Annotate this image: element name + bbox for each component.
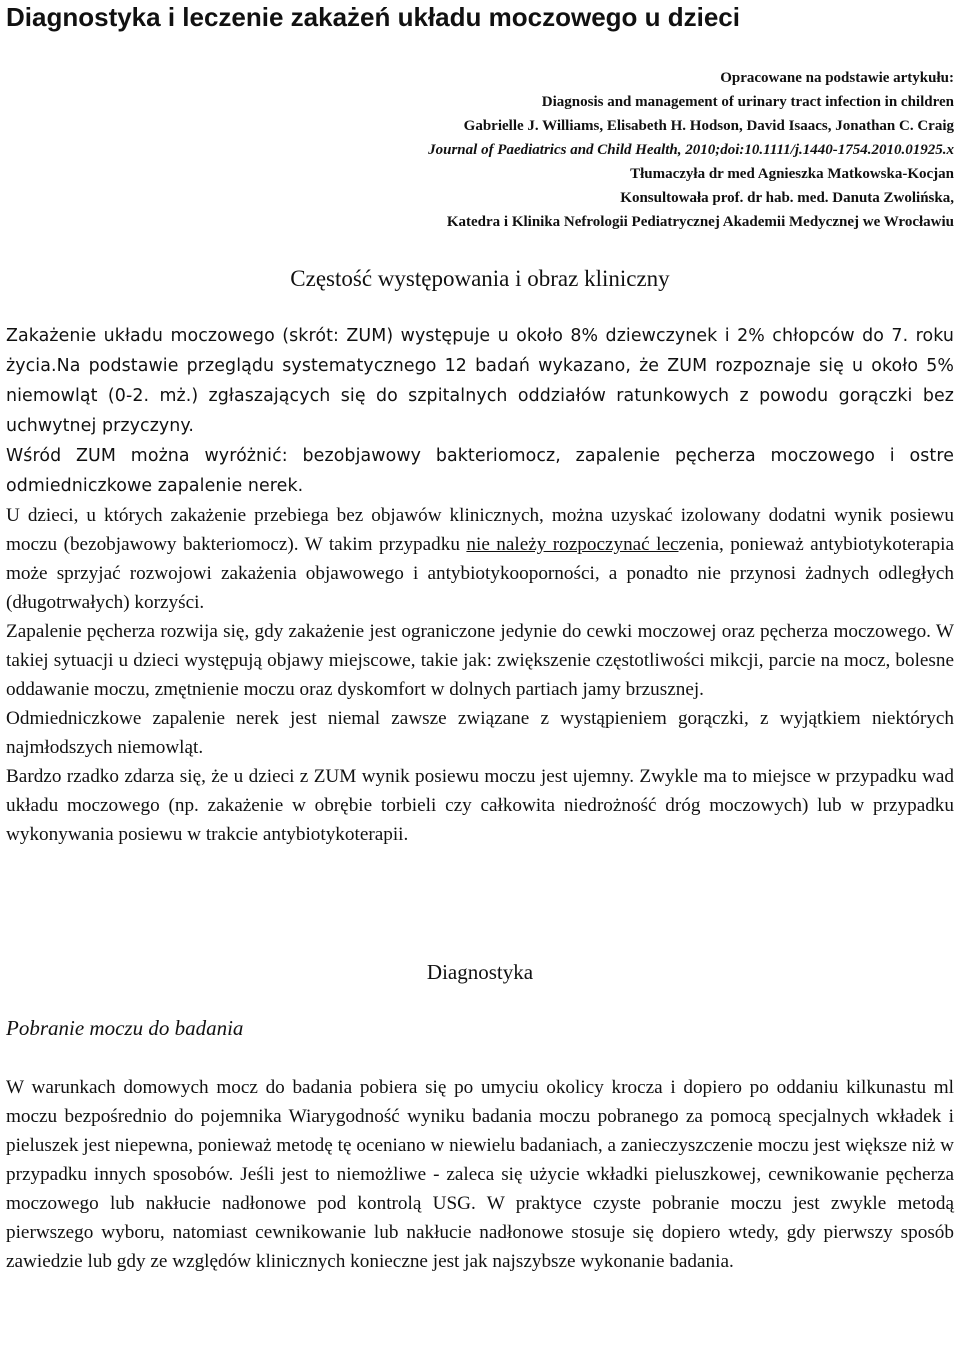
section-heading-diagnostics: Diagnostyka <box>426 960 534 984</box>
subheading-urine-collection: Pobranie moczu do badania <box>6 1016 244 1040</box>
attribution-translator: Tłumaczyła dr med Agnieszka Matkowska-Kocjan <box>630 166 954 182</box>
paragraph-asymptomatic-part1: U dzieci, u których zakażenie przebiega bez objawów klinicznych, można uzyskać izolowany dodatni wynik posiewu moczu (bezobjawowy bakteriomocz). W takim przypadku <box>6 505 954 555</box>
paragraph-negative-culture: Bardzo rzadko zdarza się, że u dzieci z ZUM wynik posiewu moczu jest ujemny. Zwykle ma to miejsce w przypadku wad układu moczowego (np. zakażenie w obrębie torbieli czy całkowita niedrożność dróg moczowych) lub w przypadku wykonywania posiewu w trakcie antybiotykoterapii. <box>6 766 954 845</box>
attribution-affiliation: Katedra i Klinika Nefrologii Pediatrycznej Akademii Medycznej we Wrocławiu <box>446 214 954 230</box>
paragraph-urine-collection: W warunkach domowych mocz do badania pobiera się po umyciu okolicy krocza i dopiero po oddaniu kilkunastu ml moczu bezpośrednio do pojemnika Wiarygodność wyniku badania moczu pobranego za pomocą specjalnych wkładek i pieluszek jest niepewna, ponieważ metodę tę oceniano w niewielu badaniach, a zanieczyszczenie moczu jest większe niż w przypadku innych sposobów. Jeśli jest to niemożliwe - zaleca się użycie wkładki pieluszkowej, cewnikowanie pęcherza moczowego lub nakłucie nadłonowe pod kontrolą USG. W praktyce czyste pobranie moczu jest zwykle metodą pierwszego wyboru, natomiast cewnikowanie lub nakłucie nadłonowe stosuje się dopiero wtedy, gdy pierwszy sposób zawiedzie lub gdy ze względów klinicznych konieczne jest jak najszybsze wykonanie badania. <box>6 1077 954 1272</box>
underlined-warning: nie należy rozpoczynać lec <box>466 534 679 555</box>
page-title: Diagnostyka i leczenie zakażeń układu moczowego u dzieci <box>6 2 740 32</box>
section-diagnostics-body <box>6 1073 954 1276</box>
attribution-consultant: Konsultowała prof. dr hab. med. Danuta Zwolińska, <box>620 190 954 206</box>
paragraph-asymptomatic-part2: zenia, ponieważ antybiotykoterapia może sprzyjać rozwojowi zakażenia objawowego i antybiotykooporności, a ponadto nie przynosi żadnych odległych (długotrwałych) korzyści. <box>6 534 955 613</box>
section-frequency-body <box>6 321 954 849</box>
paragraph-types <box>6 441 954 501</box>
paragraph-types-text: Wśród ZUM można wyróżnić: bezobjawowy bakteriomocz, zapalenie pęcherza moczowego i ostre odmiedniczkowe zapalenie nerek. <box>6 446 954 496</box>
paragraph-incidence-part3: ) zgłaszających się do szpitalnych oddziałów ratunkowych z powodu gorączki bez uchwytnej przyczyny. <box>6 386 954 436</box>
attribution-journal: Journal of Paediatrics and Child Health, 2010;doi:10.1111/j.1440-1754.2010.01925.x <box>428 142 954 158</box>
paragraph-incidence-part2: Na podstawie przeglądu systematycznego 12 badań wykazano, że ZUM rozpoznaje się u około 5% niemowląt (0-2. mż. <box>6 356 954 406</box>
paragraph-pyelonephritis: Odmiedniczkowe zapalenie nerek jest niemal zawsze związane z wystąpieniem gorączki, z wyjątkiem niektórych najmłodszych niemowląt. <box>6 708 954 758</box>
attribution-article-title: Diagnosis and management of urinary tract infection in children <box>541 94 954 110</box>
attribution-authors: Gabrielle J. Williams, Elisabeth H. Hodson, David Isaacs, Jonathan C. Craig <box>463 118 954 134</box>
paragraph-asymptomatic <box>6 501 954 617</box>
paragraph-cystitis: Zapalenie pęcherza rozwija się, gdy zakażenie jest ograniczone jedynie do cewki moczowej oraz pęcherza moczowego. W takiej sytuacji u dzieci występują objawy miejscowe, takie jak: zwiększenie częstotliwości mikcji, parcie na mocz, bolesne oddawanie moczu, zmętnienie moczu oraz dyskomfort w dolnych partiach jamy brzusznej. <box>6 621 954 700</box>
attribution-source-label: Opracowane na podstawie artykułu: <box>720 70 954 86</box>
section-heading-frequency: Częstość występowania i obraz kliniczny <box>290 266 670 291</box>
paragraph-incidence <box>6 321 954 441</box>
paragraph-incidence-part1: Zakażenie układu moczowego (skrót: ZUM) występuje u około 8% dziewczynek i 2% chłopców do 7. roku życia. <box>6 326 954 376</box>
attribution-block <box>54 66 954 234</box>
